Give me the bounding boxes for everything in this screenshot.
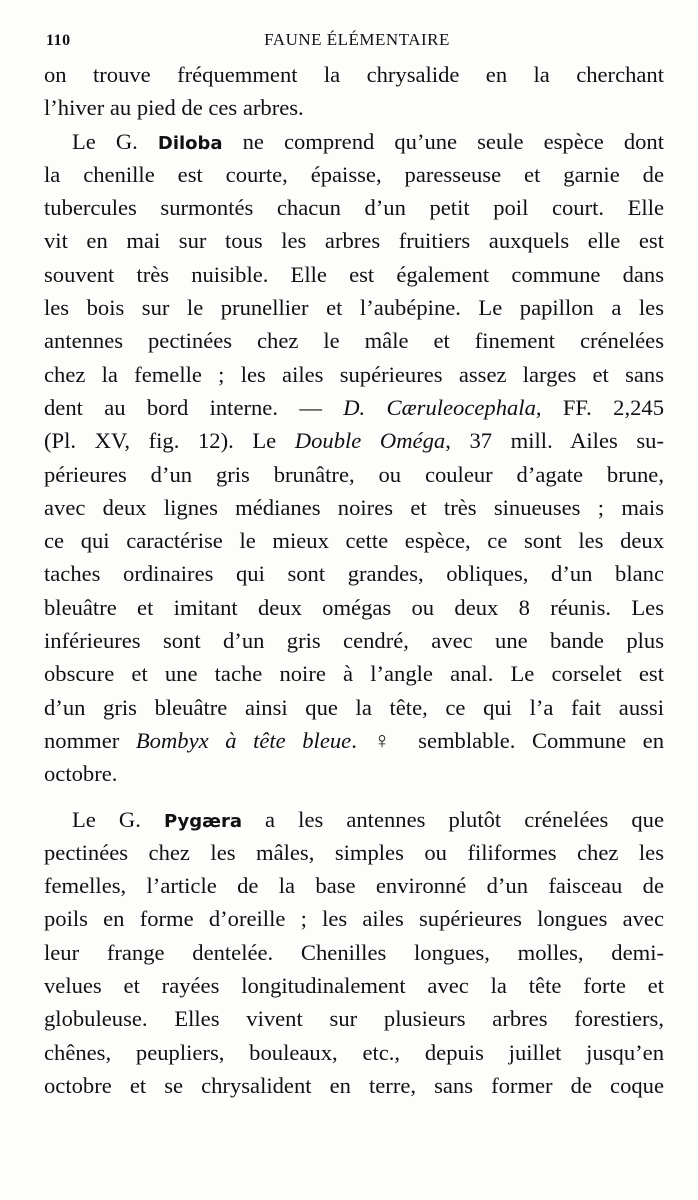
text-line: taches ordinaires qui sont grandes, obliques, d’un blanc — [44, 561, 664, 587]
text-line: souvent très nuisible. Elle est également commune dans — [44, 261, 664, 287]
text-line-species — [44, 391, 664, 424]
text-segment: dent au bord interne. — — [44, 394, 344, 420]
text-segment: Le G. — [72, 806, 164, 832]
text-segment: nommer — [44, 727, 136, 753]
text-line: vit en mai sur tous les arbres fruitiers auxquels elle est — [44, 228, 664, 254]
text-line: pectinées chez les mâles, simples ou filiformes chez les — [44, 839, 664, 865]
text-segment: , 37 mill. Ailes su- — [445, 428, 664, 454]
text-segment: (Pl. XV, fig. 12). Le — [44, 428, 295, 454]
text-line-bombyx — [44, 724, 664, 757]
text-line: velues et rayées longitudinalement avec la tête forte et — [44, 973, 664, 999]
text-line: d’un gris bleuâtre ainsi que la tête, ce qui l’a fait aussi — [44, 694, 664, 720]
text-segment: Le G. — [72, 128, 158, 154]
species-name-italic: D. Cæruleocephala — [343, 394, 536, 420]
body-text — [44, 58, 664, 1102]
paragraph-pygaera-start — [44, 803, 664, 836]
text-line: on trouve fréquemment la chrysalide en la cherchant — [44, 62, 664, 87]
text-segment: semblable. Commune en — [401, 727, 664, 753]
page-header — [46, 26, 668, 56]
common-name-italic: Double Oméga — [294, 428, 446, 454]
text-line: inférieures sont d’un gris cendré, avec une bande plus — [44, 628, 664, 654]
running-title: FAUNE ÉLÉMENTAIRE — [264, 30, 450, 49]
text-line: antennes pectinées chez le mâle et finement crénelées — [44, 328, 664, 354]
page-number: 110 — [46, 32, 71, 49]
text-line: chênes, peupliers, bouleaux, etc., depuis juillet jusqu’en — [44, 1039, 664, 1065]
text-line: leur frange dentelée. Chenilles longues, molles, demi- — [44, 939, 664, 965]
alt-name-italic: Bombyx à tête bleue — [135, 727, 352, 753]
genus-name-diloba: Diloba — [157, 132, 223, 154]
text-segment: . — [351, 727, 374, 753]
text-line: avec deux lignes médianes noires et très sinueuses ; mais — [44, 494, 664, 520]
text-line: octobre et se chrysalident en terre, sans former de coque — [44, 1072, 664, 1098]
text-line: tubercules surmontés chacun d’un petit poil court. Elle — [44, 195, 664, 221]
female-symbol: ♀ — [373, 727, 402, 753]
text-segment: , FF. 2,245 — [535, 394, 664, 420]
text-line-common-name — [44, 424, 664, 457]
text-line: femelles, l’article de la base environné d’un faisceau de — [44, 873, 664, 899]
text-line: l’hiver au pied de ces arbres. — [44, 95, 304, 121]
text-line: obscure et une tache noire à l’angle anal. Le corselet est — [44, 661, 664, 687]
text-line: ce qui caractérise le mieux cette espèce, ce sont les deux — [44, 528, 664, 554]
text-line: périeures d’un gris brunâtre, ou couleur d’agate brune, — [44, 461, 664, 487]
text-line: octobre. — [44, 761, 118, 787]
text-line: la chenille est courte, épaisse, paresseuse et garnie de — [44, 161, 664, 187]
text-line: les bois sur le prunellier et l’aubépine. Le papillon a les — [44, 295, 664, 321]
text-line: chez la femelle ; les ailes supérieures assez larges et sans — [44, 361, 664, 387]
text-segment: ne comprend qu’une seule espèce dont — [222, 128, 664, 154]
text-line: poils en forme d’oreille ; les ailes supérieures longues avec — [44, 906, 664, 932]
paragraph-diloba-start — [44, 125, 664, 158]
text-line: bleuâtre et imitant deux omégas ou deux 8 réunis. Les — [44, 594, 664, 620]
text-segment: a les antennes plutôt crénelées que — [241, 806, 664, 832]
text-line: globuleuse. Elles vivent sur plusieurs arbres forestiers, — [44, 1006, 664, 1032]
genus-name-pygaera: Pygæra — [163, 810, 242, 832]
